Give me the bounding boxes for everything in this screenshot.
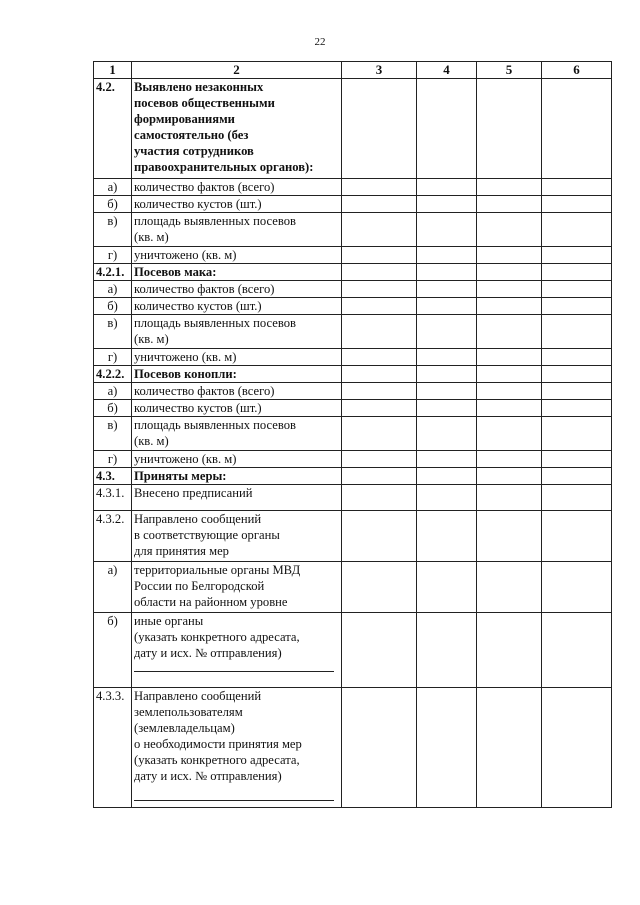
empty-cell-col-5[interactable] [477, 298, 542, 315]
table-row [94, 417, 612, 451]
description-line: площадь выявленных посевов [134, 418, 296, 432]
empty-cell-col-4[interactable] [417, 562, 477, 613]
table-row [94, 196, 612, 213]
empty-cell-col-6[interactable] [542, 196, 612, 213]
empty-cell-col-3[interactable] [342, 213, 417, 247]
description-line: дату и исх. № отправления) [134, 646, 282, 660]
header-cell-5: 5 [477, 62, 542, 79]
empty-cell-col-6[interactable] [542, 366, 612, 383]
empty-cell-col-5[interactable] [477, 247, 542, 264]
empty-cell-col-6[interactable] [542, 613, 612, 688]
row-description [132, 298, 342, 315]
empty-cell-col-3[interactable] [342, 400, 417, 417]
empty-cell-col-5[interactable] [477, 264, 542, 281]
table-row [94, 298, 612, 315]
empty-cell-col-3[interactable] [342, 247, 417, 264]
description-line: (указать конкретного адресата, [134, 753, 300, 767]
description-line: количество кустов (шт.) [134, 299, 262, 313]
row-description [132, 281, 342, 298]
description-line: Внесено предписаний [134, 486, 253, 500]
description-line: Выявлено незаконных [134, 80, 264, 94]
empty-cell-col-4[interactable] [417, 468, 477, 485]
row-description [132, 349, 342, 366]
empty-cell-col-4[interactable] [417, 451, 477, 468]
empty-cell-col-4[interactable] [417, 264, 477, 281]
table-body [94, 79, 612, 808]
empty-cell-col-5[interactable] [477, 468, 542, 485]
table-row [94, 468, 612, 485]
table-row [94, 485, 612, 511]
description-line: площадь выявленных посевов [134, 214, 296, 228]
empty-cell-col-4[interactable] [417, 79, 477, 179]
empty-cell-col-3[interactable] [342, 79, 417, 179]
description-line: Приняты меры: [134, 469, 227, 483]
row-description [132, 688, 342, 808]
row-number: в) [94, 417, 132, 451]
empty-cell-col-4[interactable] [417, 213, 477, 247]
description-line: уничтожено (кв. м) [134, 248, 237, 262]
row-number: 4.2.1. [94, 264, 132, 281]
table-row [94, 511, 612, 562]
empty-cell-col-4[interactable] [417, 511, 477, 562]
row-description [132, 79, 342, 179]
page-number: 22 [314, 36, 326, 48]
empty-cell-col-4[interactable] [417, 613, 477, 688]
empty-cell-col-4[interactable] [417, 298, 477, 315]
description-line: территориальные органы МВД [134, 563, 301, 577]
row-description [132, 468, 342, 485]
description-line: (кв. м) [134, 230, 169, 244]
empty-cell-col-5[interactable] [477, 400, 542, 417]
empty-cell-col-6[interactable] [542, 688, 612, 808]
row-description [132, 451, 342, 468]
empty-cell-col-3[interactable] [342, 383, 417, 400]
table-row [94, 400, 612, 417]
row-description [132, 247, 342, 264]
empty-cell-col-6[interactable] [542, 383, 612, 400]
header-cell-2: 2 [132, 62, 342, 79]
row-description [132, 196, 342, 213]
description-line: землепользователям [134, 705, 243, 719]
empty-cell-col-6[interactable] [542, 511, 612, 562]
empty-cell-col-6[interactable] [542, 298, 612, 315]
empty-cell-col-4[interactable] [417, 196, 477, 213]
header-cell-1: 1 [94, 62, 132, 79]
row-description [132, 613, 342, 688]
row-number: 4.2. [94, 79, 132, 179]
empty-cell-col-3[interactable] [342, 315, 417, 349]
empty-cell-col-5[interactable] [477, 511, 542, 562]
empty-cell-col-3[interactable] [342, 485, 417, 511]
header-row [94, 62, 612, 79]
empty-cell-col-5[interactable] [477, 315, 542, 349]
row-number: 4.2.2. [94, 366, 132, 383]
empty-cell-col-3[interactable] [342, 196, 417, 213]
empty-cell-col-6[interactable] [542, 315, 612, 349]
empty-cell-col-6[interactable] [542, 79, 612, 179]
empty-cell-col-4[interactable] [417, 247, 477, 264]
header-cell-3: 3 [342, 62, 417, 79]
table-row [94, 451, 612, 468]
row-number: а) [94, 281, 132, 298]
empty-cell-col-6[interactable] [542, 485, 612, 511]
row-description [132, 511, 342, 562]
empty-cell-col-5[interactable] [477, 417, 542, 451]
row-number: а) [94, 179, 132, 196]
description-line: (землевладельцам) [134, 721, 235, 735]
row-description [132, 562, 342, 613]
table-row [94, 613, 612, 688]
empty-cell-col-3[interactable] [342, 366, 417, 383]
row-number: 4.3.3. [94, 688, 132, 808]
description-line: (кв. м) [134, 332, 169, 346]
empty-cell-col-5[interactable] [477, 281, 542, 298]
empty-cell-col-5[interactable] [477, 179, 542, 196]
table-row [94, 179, 612, 196]
row-description [132, 264, 342, 281]
empty-cell-col-3[interactable] [342, 451, 417, 468]
row-number: б) [94, 298, 132, 315]
row-description [132, 383, 342, 400]
description-line: участия сотрудников [134, 144, 254, 158]
empty-cell-col-4[interactable] [417, 315, 477, 349]
row-number: б) [94, 613, 132, 688]
row-number: б) [94, 400, 132, 417]
empty-cell-col-5[interactable] [477, 366, 542, 383]
table-row [94, 349, 612, 366]
description-line: количество фактов (всего) [134, 282, 275, 296]
header-cell-4: 4 [417, 62, 477, 79]
empty-cell-col-5[interactable] [477, 562, 542, 613]
row-number: г) [94, 349, 132, 366]
row-description [132, 179, 342, 196]
description-line: самостоятельно (без [134, 128, 249, 142]
empty-cell-col-5[interactable] [477, 349, 542, 366]
empty-cell-col-3[interactable] [342, 511, 417, 562]
description-line: Посевов мака: [134, 265, 217, 279]
table-row [94, 213, 612, 247]
description-line: количество фактов (всего) [134, 384, 275, 398]
empty-cell-col-3[interactable] [342, 264, 417, 281]
empty-cell-col-6[interactable] [542, 281, 612, 298]
row-description [132, 417, 342, 451]
empty-cell-col-3[interactable] [342, 688, 417, 808]
empty-cell-col-5[interactable] [477, 485, 542, 511]
description-line: России по Белгородской [134, 579, 265, 593]
report-table [93, 61, 612, 808]
row-number: г) [94, 451, 132, 468]
table-row [94, 562, 612, 613]
signature-line [134, 665, 334, 672]
empty-cell-col-5[interactable] [477, 613, 542, 688]
description-line: количество кустов (шт.) [134, 401, 262, 415]
description-line: дату и исх. № отправления) [134, 769, 282, 783]
table-row [94, 383, 612, 400]
description-line: в соответствующие органы [134, 528, 280, 542]
description-line: Направлено сообщений [134, 512, 262, 526]
empty-cell-col-6[interactable] [542, 349, 612, 366]
empty-cell-col-3[interactable] [342, 298, 417, 315]
empty-cell-col-6[interactable] [542, 179, 612, 196]
empty-cell-col-4[interactable] [417, 366, 477, 383]
empty-cell-col-3[interactable] [342, 562, 417, 613]
empty-cell-col-4[interactable] [417, 281, 477, 298]
empty-cell-col-6[interactable] [542, 400, 612, 417]
row-description [132, 213, 342, 247]
empty-cell-col-6[interactable] [542, 417, 612, 451]
row-number: г) [94, 247, 132, 264]
description-line: площадь выявленных посевов [134, 316, 296, 330]
empty-cell-col-5[interactable] [477, 451, 542, 468]
table-row [94, 688, 612, 808]
empty-cell-col-6[interactable] [542, 247, 612, 264]
table-row [94, 79, 612, 179]
description-line: количество кустов (шт.) [134, 197, 262, 211]
description-line: уничтожено (кв. м) [134, 452, 237, 466]
empty-cell-col-4[interactable] [417, 400, 477, 417]
empty-cell-col-6[interactable] [542, 451, 612, 468]
empty-cell-col-3[interactable] [342, 417, 417, 451]
description-line: (кв. м) [134, 434, 169, 448]
empty-cell-col-5[interactable] [477, 383, 542, 400]
row-description [132, 485, 342, 511]
row-description [132, 315, 342, 349]
description-line: области на районном уровне [134, 595, 288, 609]
row-number: а) [94, 383, 132, 400]
row-number: 4.3.1. [94, 485, 132, 511]
header-cell-6: 6 [542, 62, 612, 79]
row-number: б) [94, 196, 132, 213]
table-row [94, 247, 612, 264]
empty-cell-col-3[interactable] [342, 468, 417, 485]
empty-cell-col-6[interactable] [542, 468, 612, 485]
empty-cell-col-3[interactable] [342, 613, 417, 688]
empty-cell-col-6[interactable] [542, 213, 612, 247]
empty-cell-col-3[interactable] [342, 349, 417, 366]
description-line: формированиями [134, 112, 235, 126]
table-row [94, 315, 612, 349]
signature-line [134, 794, 334, 801]
row-number: 4.3. [94, 468, 132, 485]
description-line: для принятия мер [134, 544, 229, 558]
description-line: Посевов конопли: [134, 367, 237, 381]
row-description [132, 366, 342, 383]
empty-cell-col-5[interactable] [477, 196, 542, 213]
empty-cell-col-6[interactable] [542, 264, 612, 281]
description-line: (указать конкретного адресата, [134, 630, 300, 644]
description-line: иные органы [134, 614, 204, 628]
row-number: в) [94, 213, 132, 247]
empty-cell-col-4[interactable] [417, 688, 477, 808]
description-line: Направлено сообщений [134, 689, 262, 703]
empty-cell-col-5[interactable] [477, 688, 542, 808]
empty-cell-col-4[interactable] [417, 383, 477, 400]
description-line: количество фактов (всего) [134, 180, 275, 194]
empty-cell-col-3[interactable] [342, 179, 417, 196]
empty-cell-col-4[interactable] [417, 417, 477, 451]
description-line: о необходимости принятия мер [134, 737, 302, 751]
row-number: в) [94, 315, 132, 349]
empty-cell-col-4[interactable] [417, 485, 477, 511]
table-row [94, 366, 612, 383]
empty-cell-col-5[interactable] [477, 79, 542, 179]
empty-cell-col-5[interactable] [477, 213, 542, 247]
description-line: посевов общественными [134, 96, 275, 110]
description-line: уничтожено (кв. м) [134, 350, 237, 364]
row-number: а) [94, 562, 132, 613]
empty-cell-col-4[interactable] [417, 179, 477, 196]
table-row [94, 281, 612, 298]
row-description [132, 400, 342, 417]
empty-cell-col-3[interactable] [342, 281, 417, 298]
table-row [94, 264, 612, 281]
description-line: правоохранительных органов): [134, 160, 314, 174]
empty-cell-col-4[interactable] [417, 349, 477, 366]
empty-cell-col-6[interactable] [542, 562, 612, 613]
row-number: 4.3.2. [94, 511, 132, 562]
